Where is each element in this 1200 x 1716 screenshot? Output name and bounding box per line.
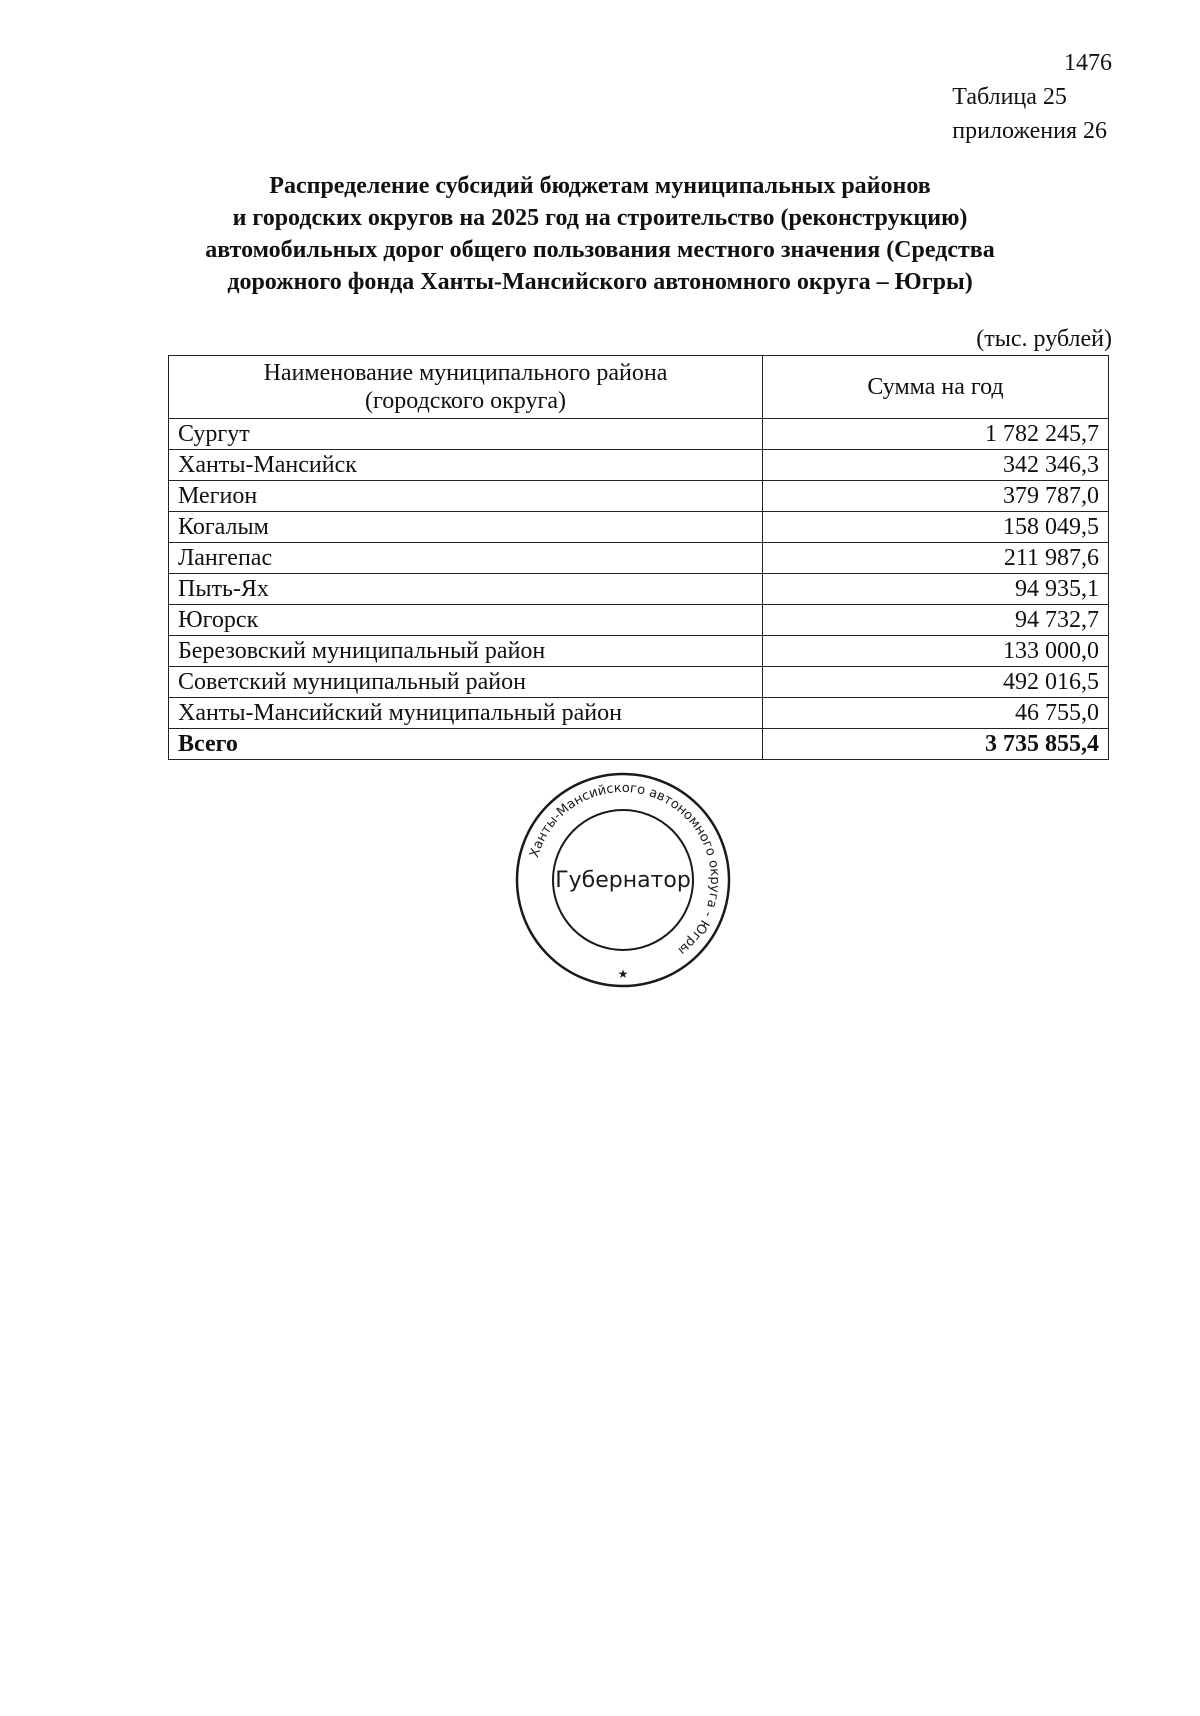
- table-row: [169, 605, 1109, 636]
- total-amount: 3 735 855,4: [763, 729, 1109, 760]
- title-line: автомобильных дорог общего пользования местного значения (Средства: [205, 237, 995, 263]
- table-row: [169, 667, 1109, 698]
- table-row: [169, 419, 1109, 450]
- page-number: 1476: [1064, 50, 1112, 76]
- document-title: [150, 170, 1050, 298]
- table-number: Таблица 25: [952, 84, 1067, 110]
- seal-star-icon: ★: [617, 967, 629, 981]
- amount-cell: 492 016,5: [763, 667, 1109, 698]
- amount-cell: 133 000,0: [763, 636, 1109, 667]
- seal-ring-text: Ханты-Мансийского автономного округа - Югры: [527, 780, 723, 958]
- seal-center-text: Губернатор: [555, 868, 691, 893]
- table-row: [169, 636, 1109, 667]
- municipality-name: Сургут: [169, 419, 763, 450]
- table-row: [169, 512, 1109, 543]
- header-municipality: [169, 356, 763, 419]
- municipality-name: Мегион: [169, 481, 763, 512]
- amount-cell: 94 935,1: [763, 574, 1109, 605]
- table-row: [169, 698, 1109, 729]
- municipality-name: Ханты-Мансийск: [169, 450, 763, 481]
- title-line: и городских округов на 2025 год на строительство (реконструкцию): [232, 205, 968, 231]
- municipality-name: Лангепас: [169, 543, 763, 574]
- table-reference: [952, 80, 1107, 148]
- table-row: [169, 574, 1109, 605]
- municipality-name: Югорск: [169, 605, 763, 636]
- total-label: Всего: [169, 729, 763, 760]
- amount-cell: 211 987,6: [763, 543, 1109, 574]
- governor-seal: [513, 770, 733, 990]
- amount-cell: 1 782 245,7: [763, 419, 1109, 450]
- appendix-number: приложения 26: [952, 118, 1107, 144]
- municipality-name: Когалым: [169, 512, 763, 543]
- title-line: дорожного фонда Ханты-Мансийского автономного округа – Югры): [227, 269, 973, 295]
- amount-cell: 46 755,0: [763, 698, 1109, 729]
- municipality-name: Березовский муниципальный район: [169, 636, 763, 667]
- table-row: [169, 543, 1109, 574]
- total-row: [169, 729, 1109, 760]
- header-amount: Сумма на год: [763, 356, 1109, 419]
- title-line: Распределение субсидий бюджетам муниципальных районов: [269, 173, 931, 199]
- table-header-row: [169, 356, 1109, 419]
- amount-cell: 94 732,7: [763, 605, 1109, 636]
- header-municipality-line1: Наименование муниципального района: [263, 360, 668, 386]
- table-row: [169, 450, 1109, 481]
- amount-cell: 158 049,5: [763, 512, 1109, 543]
- header-municipality-line2: (городского округа): [365, 388, 566, 414]
- units-label: (тыс. рублей): [976, 326, 1112, 352]
- subsidy-table: [168, 355, 1109, 760]
- municipality-name: Советский муниципальный район: [169, 667, 763, 698]
- amount-cell: 379 787,0: [763, 481, 1109, 512]
- amount-cell: 342 346,3: [763, 450, 1109, 481]
- municipality-name: Пыть-Ях: [169, 574, 763, 605]
- municipality-name: Ханты-Мансийский муниципальный район: [169, 698, 763, 729]
- table-row: [169, 481, 1109, 512]
